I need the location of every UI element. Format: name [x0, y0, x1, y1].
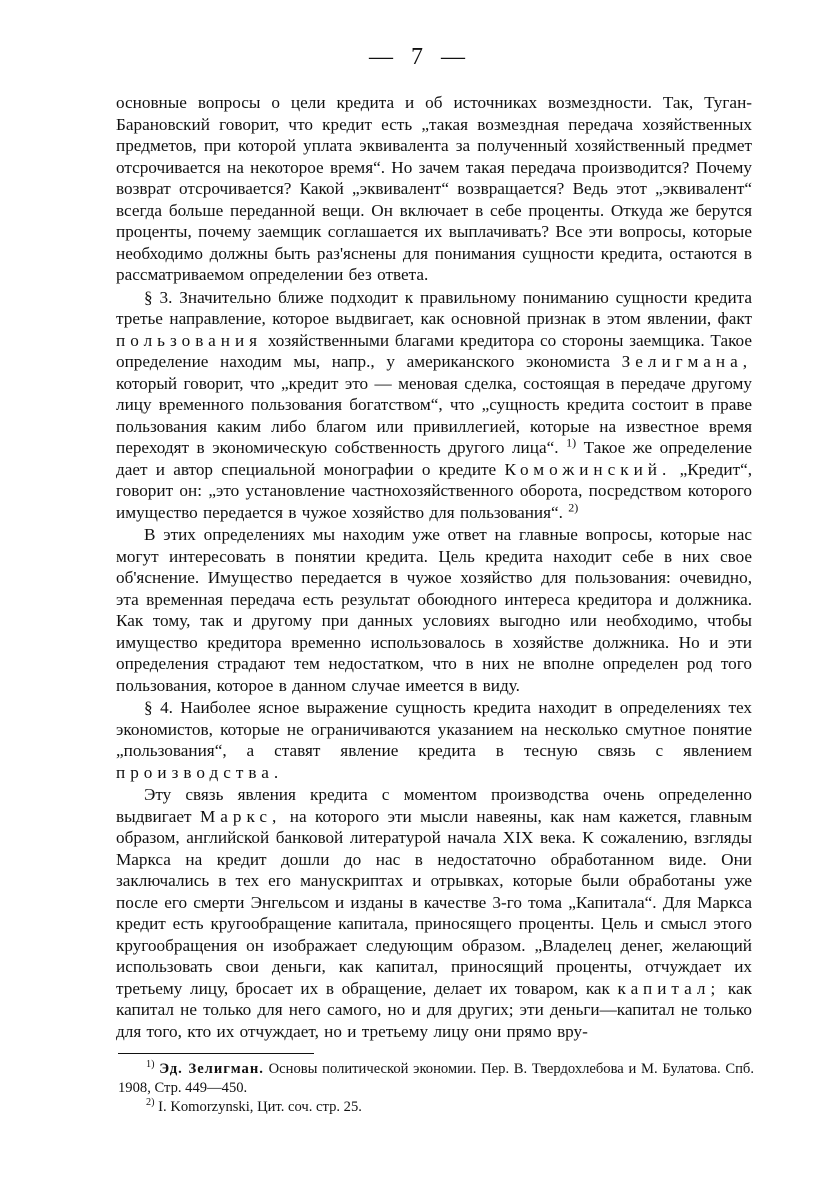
spaced-term-polzovaniya: пользования — [116, 330, 263, 350]
paragraph-2 — [116, 287, 752, 524]
footnote-1 — [118, 1060, 754, 1098]
spaced-name-marx: Маркс, — [199, 806, 282, 826]
footnotes — [118, 1060, 754, 1117]
paragraph-2-part-e: „Кредит“, говорит он: „это установление частнохозяйственного оборота, посредством которого имущество передается в чужое хозяйство для пользования“. — [116, 459, 753, 522]
body-text — [116, 92, 752, 1042]
footnote-1-text: Основы политической экономии. Пер. В. Твердохлебова и М. Булатова. Спб. 1908, Стр. 449—450. — [118, 1061, 755, 1096]
paragraph-1: основные вопросы о цели кредита и об источниках возмездности. Так, Туган-Барановский говорит, что кредит есть „такая возмездная передача хозяйственных предметов, при которой уплата эквивалента за полученный хозяйственный предмет отсрочивается на некоторое время“. Но зачем такая передача производится? Почему возврат отсрочивается? Какой „эквивалент“ возвращается? Ведь этот „эквивалент“ всегда больше переданной вещи. Он включает в себе проценты. Откуда же берутся проценты, почему заемщик соглашается их выплачивать? Все эти вопросы, которые необходимо должны быть раз'яснены для понимания сущности кредита, остаются в рассматриваемом определении без ответа. — [116, 93, 752, 284]
paragraph-3: В этих определениях мы находим уже ответ на главные вопросы, которые нас могут интересовать в понятии кредита. Цель кредита находит себе в них свое об'яснение. Имущество передается в чужое хозяйство для пользования: очевидно, эта временная передача есть результат обоюдного интереса кредитора и должника. Как тому, так и другому при данных условиях выгодно или необходимо, чтобы имущество кредитора временно использовалось в хозяйстве должника. Но и эти определения страдают тем недостатком, что в них не вполне определен род того пользования, которое в данном случае имеется в виду. — [116, 525, 752, 695]
footnote-2-text: I. Komorzynski, Цит. соч. стр. 25. — [158, 1099, 362, 1115]
footnote-1-marker: 1) — [146, 1059, 155, 1071]
footnote-ref-2: 2) — [568, 499, 579, 514]
footnote-1-author: Эд. Зелигман. — [159, 1061, 264, 1077]
footnote-ref-1: 1) — [566, 435, 577, 450]
spaced-term-kapital: капитал; — [617, 978, 721, 998]
page-number: — 7 — — [369, 44, 471, 70]
paragraph-5-part-c: как капитал не только для него самого, но и для других; эти деньги—капитал не только для того, кто их отчуждает, но и третьему лицу они прямо вру- — [116, 978, 752, 1041]
paragraph-2-part-c: который говорит, что „кредит это — меновая сделка, состоящая в передаче другому лицу временного пользования богатством“, что „сущность кредита состоит в праве пользования каким либо благом или привиллегией, которые на известное время переходят в экономическую собственность другого лица“. — [116, 373, 752, 457]
paragraph-5 — [116, 784, 752, 1042]
spaced-name-komorzynski: Коможинский. — [504, 459, 672, 479]
spaced-term-proizvodstva: производства. — [116, 762, 284, 782]
paragraph-2-part-d: Такое же определение дает и автор специальной монографии о кредите — [116, 438, 753, 479]
spaced-name-seligman: Зелигмана, — [621, 352, 752, 371]
paragraph-4 — [116, 697, 752, 783]
footnote-divider — [118, 1053, 314, 1054]
footnote-2 — [118, 1098, 754, 1117]
footnote-2-marker: 2) — [146, 1097, 155, 1109]
paragraph-4-part-a: § 4. Наиболее ясное выражение сущность кредита находит в определениях тех экономистов, которые не ограничиваются указанием на несколько смутное понятие „пользования“, а ставят явление кредита в тесную связь с явлением — [116, 698, 752, 760]
paragraph-2-part-a: § 3. Значительно ближе подходит к правильному пониманию сущности кредита третье направление, которое выдвигает, как основной признак в этом явлении, факт — [116, 287, 752, 328]
paragraph-5-part-a: Эту связь явления кредита с моментом производства очень определенно выдвигает — [116, 785, 752, 826]
paragraph-5-part-b: на которого эти мысли навеяны, как нам кажется, главным образом, английской банковой литературой начала XIX века. К сожалению, взгляды Маркса на кредит дошли до нас в недостаточно обработанном виде. Они заключались в тех его манускриптах и отрывках, которые были обработаны уже после его смерти Энгельсом и изданы в качестве 3-го тома „Капитала“. Для Маркса кредит есть кругообращение капитала, приносящего проценты. Цель и смысл этого кругообращения он изображает следующим образом. „Владелец денег, желающий использовать свои деньги, как капитал, приносящий проценты, отчуждает их третьему лицу, бросает их в обращение, делает их товаром, как — [116, 806, 752, 998]
paragraph-2-part-b: хозяйственными благами кредитора со стороны заемщика. Такое определение находим мы, напр., у американского экономиста — [116, 330, 752, 371]
